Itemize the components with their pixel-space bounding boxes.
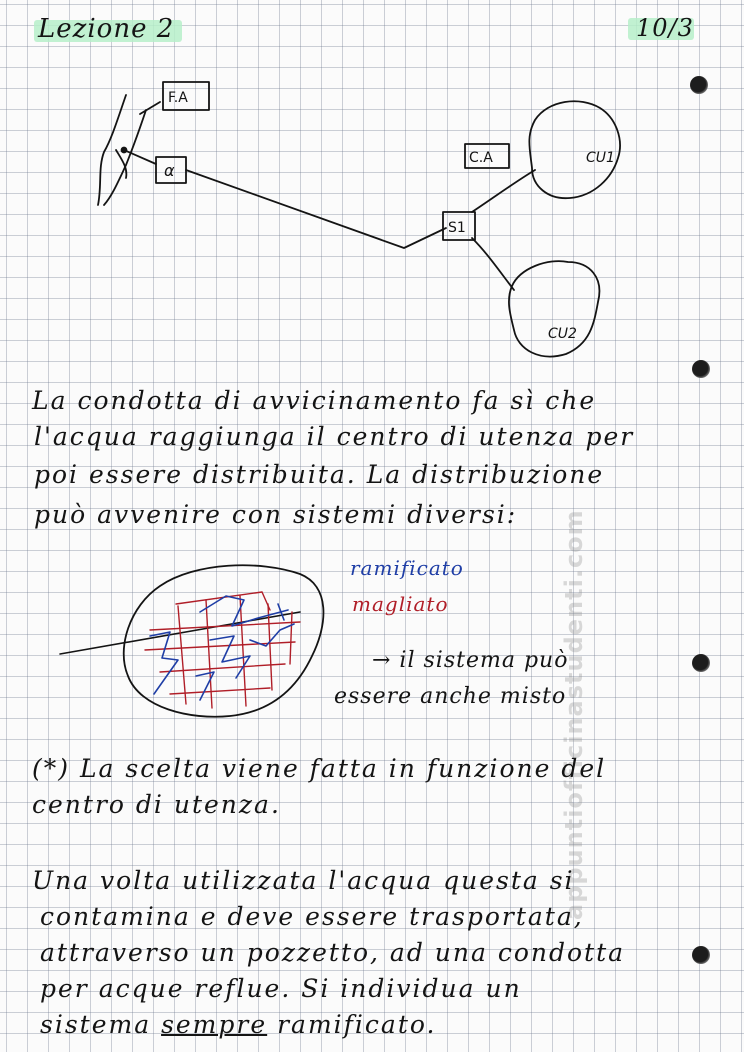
branch-to-cu2 [472, 238, 514, 290]
branched-label: ramificato [350, 556, 464, 580]
paragraph-1-line-2: l'acqua raggiunga il centro di utenza per [34, 422, 635, 451]
paragraph-3-line-5-end: ramificato. [277, 1010, 437, 1039]
network-sketch [60, 565, 323, 716]
branch-to-cu1 [472, 170, 535, 212]
paragraph-1-line-4: può avvenire con sistemi diversi: [34, 500, 518, 529]
cu1-label: CU1 [586, 150, 615, 166]
paragraph-2-line-2: centro di utenza. [32, 790, 281, 819]
s1-label: S1 [448, 220, 466, 236]
ca-label: C.A [469, 150, 493, 166]
paragraph-3-line-5 [40, 1010, 436, 1039]
mixed-note-line-1: → il sistema può [372, 648, 569, 673]
cu2-label: CU2 [548, 326, 577, 342]
meshed-network-red [145, 592, 300, 708]
underlined-word: sempre [161, 1010, 268, 1039]
paragraph-2-line-1: (*) La scelta viene fatta in funzione del [32, 754, 607, 783]
paragraph-1-line-3: poi essere distribuita. La distribuzione [34, 460, 605, 489]
page-title: Lezione 2 [38, 14, 175, 44]
paragraph-3-line-5-start: sistema [40, 1010, 152, 1039]
watermark-text: appuntiofficinastudenti.com [560, 509, 588, 920]
meshed-label: magliato [352, 592, 449, 616]
paragraph-1-line-1: La condotta di avvicinamento fa sì che [32, 386, 597, 415]
paragraph-3-line-1: Una volta utilizzata l'acqua questa si [32, 866, 575, 895]
paragraph-3-line-4: per acque reflue. Si individua un [40, 974, 522, 1003]
mixed-note-line-2: essere anche misto [334, 684, 567, 709]
paragraph-3-line-2: contamina e deve essere trasportata, [40, 902, 584, 931]
paragraph-3-line-3: attraverso un pozzetto, ad una condotta [40, 938, 626, 967]
page-date: 10/3 [636, 14, 694, 42]
fa-label: F.A [168, 90, 188, 106]
cu2-area [509, 261, 599, 356]
alpha-label: α [164, 161, 175, 180]
